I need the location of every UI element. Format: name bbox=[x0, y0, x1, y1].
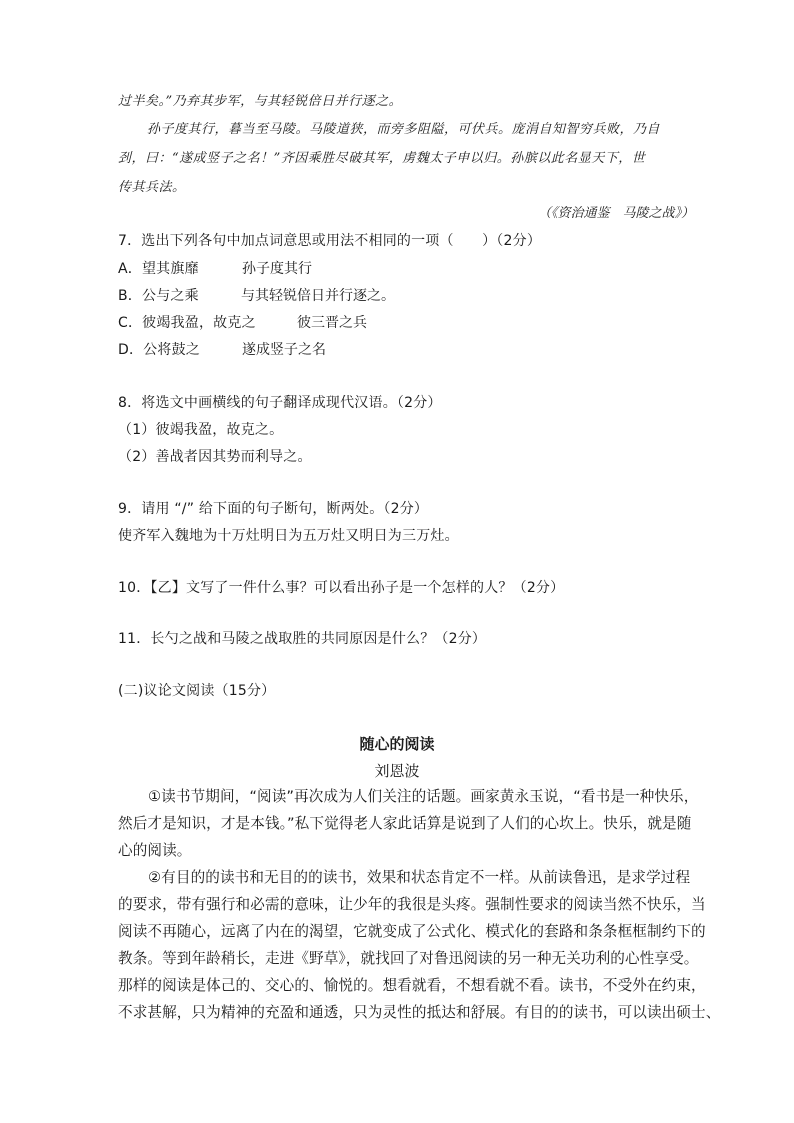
article-line-1: ①读书节期间，“阅读”再次成为人们关注的话题。画家黄永玉说，“看书是一种快乐， bbox=[148, 788, 699, 805]
article-line-6: 阅读不再随心，远离了内在的渴望，它就变成了公式化、模式化的套路和条条框框制约下的 bbox=[118, 923, 706, 940]
question-10-stem: 10．【乙】文写了一件什么事？可以看出孙子是一个怎样的人？（2分） bbox=[118, 580, 565, 596]
question-7-option-d: D．公将鼓之 bbox=[118, 342, 200, 358]
article-line-5: 的要求，带有强行和必需的意味，让少年的我很是头疼。强制性要求的阅读当然不快乐，当 bbox=[118, 896, 706, 913]
article-line-4: ②有目的的读书和无目的的读书，效果和状态肯定不一样。从前读鲁迅，是求学过程 bbox=[148, 869, 691, 886]
article-line-3: 心的阅读。 bbox=[118, 842, 192, 859]
question-7-option-d-pair: 遂成竖子之名 bbox=[242, 342, 326, 358]
question-7-stem: 7．选出下列各句中加点词意思或用法不相同的一项（ ）（2分） bbox=[118, 233, 542, 249]
question-8-item-1: （1）彼竭我盈，故克之。 bbox=[118, 422, 284, 438]
question-9-stem: 9．请用 “/” 给下面的句子断句，断两处。（2分） bbox=[118, 501, 429, 517]
question-7-option-c-pair: 彼三晋之兵 bbox=[297, 315, 367, 331]
question-8-item-2: （2）善战者因其势而利导之。 bbox=[118, 449, 312, 465]
article-line-8: 那样的阅读是体己的、交心的、愉悦的。想看就看，不想看就不看。读书，不受外在约束， bbox=[118, 977, 706, 994]
question-7-option-b-pair: 与其轻锐倍日并行逐之。 bbox=[241, 288, 395, 304]
passage-line-3: 刭，曰：“遂成竖子之名！”齐因乘胜尽破其军，虏魏太子申以归。孙膑以此名显天下，世 bbox=[118, 151, 646, 166]
question-7-option-b: B．公与之乘 bbox=[118, 288, 199, 304]
question-7-option-c: C．彼竭我盈，故克之 bbox=[118, 315, 256, 331]
article-line-7: 教条。等到年龄稍长，走进《野草》，就找回了对鲁迅阅读的另一种无关功利的心性享受。 bbox=[118, 950, 699, 967]
question-9-sentence: 使齐军入魏地为十万灶明日为五万灶又明日为三万灶。 bbox=[118, 528, 459, 544]
passage-line-1: 过半矣。”乃弃其步军，与其轻锐倍日并行逐之。 bbox=[118, 94, 403, 109]
article-line-2: 然后才是知识，才是本钱。”私下觉得老人家此话算是说到了人们的心坎上。快乐，就是随 bbox=[118, 815, 692, 832]
passage-line-4: 传其兵法。 bbox=[118, 180, 186, 195]
passage-line-2: 孙子度其行，暮当至马陵。马陵道狭，而旁多阻隘，可伏兵。庞涓自知智穷兵败，乃自 bbox=[147, 122, 661, 137]
section-2-heading: (二)议论文阅读（15分） bbox=[118, 683, 276, 699]
passage-source: （《资治通鉴 马陵之战》） bbox=[537, 206, 694, 221]
question-7-option-a: A．望其旗靡 bbox=[118, 261, 199, 277]
question-8-stem: 8．将选文中画横线的句子翻译成现代汉语。（2分） bbox=[118, 395, 442, 411]
article-title: 随心的阅读 bbox=[359, 735, 435, 753]
question-11-stem: 11．长勺之战和马陵之战取胜的共同原因是什么？（2分） bbox=[118, 631, 487, 647]
article-line-9: 不求甚解，只为精神的充盈和通透，只为灵性的抵达和舒展。有目的的读书，可以读出硕士、 bbox=[118, 1004, 721, 1021]
article-author: 刘恩波 bbox=[374, 762, 420, 780]
question-7-option-a-pair: 孙子度其行 bbox=[242, 261, 312, 277]
